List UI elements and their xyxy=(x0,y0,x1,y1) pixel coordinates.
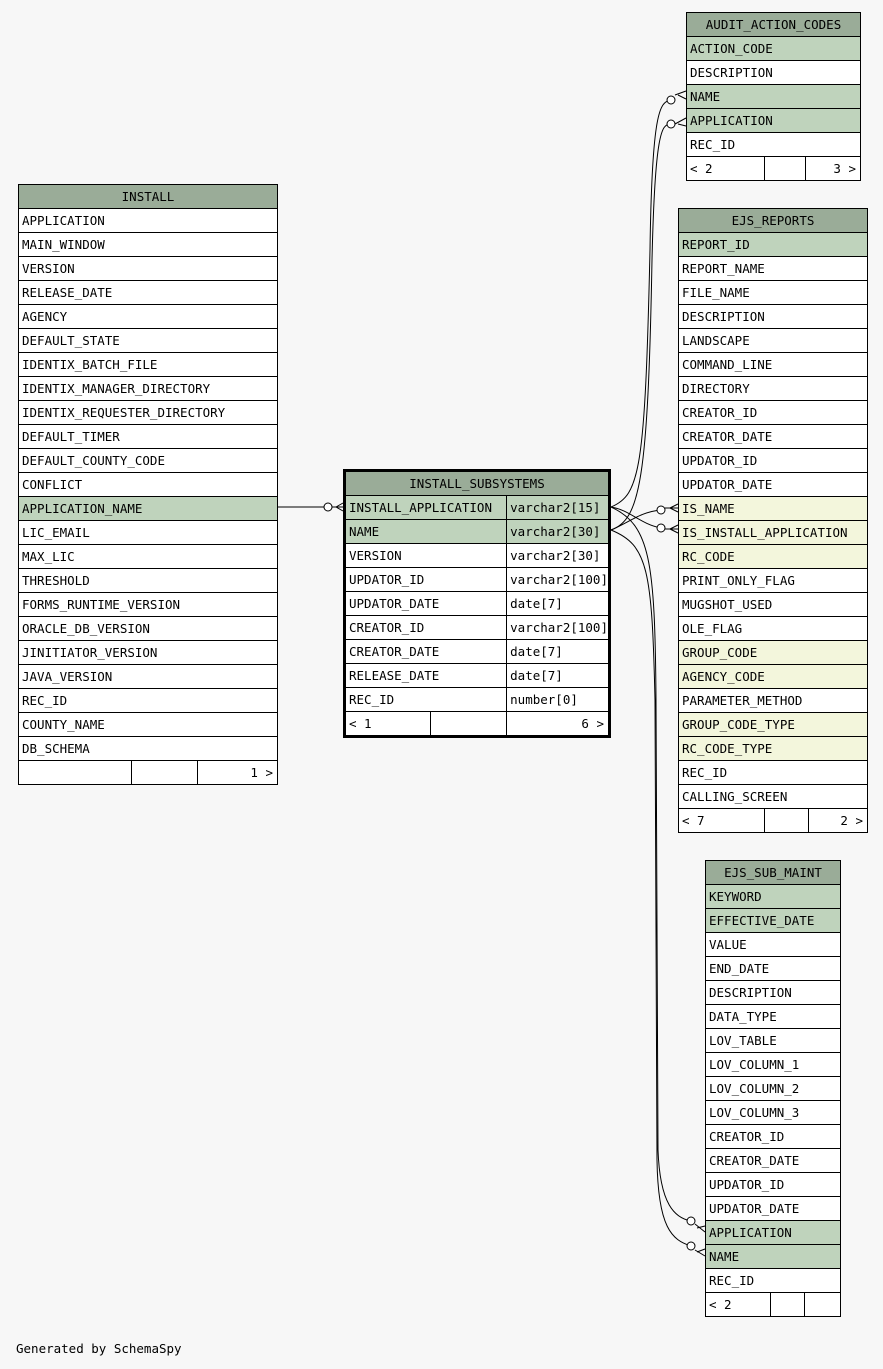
footer-left-parents-link[interactable]: < 1 xyxy=(345,712,431,737)
edge-subsystems-to-audit-application xyxy=(611,124,670,530)
column-name: VERSION xyxy=(19,257,278,281)
column-name: REC_ID xyxy=(706,1269,841,1293)
edge-optional-marker xyxy=(657,506,665,514)
column-name: INSTALL_APPLICATION xyxy=(345,496,507,520)
column-name: APPLICATION xyxy=(19,209,278,233)
column-row[interactable] xyxy=(706,957,841,981)
footer-left-parents-link[interactable]: < 2 xyxy=(706,1293,771,1317)
edge-optional-marker xyxy=(657,524,665,532)
column-name: RC_CODE xyxy=(679,545,868,569)
column-name: REPORT_NAME xyxy=(679,257,868,281)
column-row[interactable] xyxy=(345,520,610,544)
column-name: UPDATOR_ID xyxy=(345,568,507,592)
column-row[interactable] xyxy=(19,713,278,737)
edge-crowfoot xyxy=(332,503,343,511)
column-row[interactable] xyxy=(679,785,868,809)
edge-optional-marker xyxy=(687,1217,695,1225)
column-name: NAME xyxy=(345,520,507,544)
column-name: DIRECTORY xyxy=(679,377,868,401)
column-name: LIC_EMAIL xyxy=(19,521,278,545)
edge-optional-marker xyxy=(667,120,675,128)
column-row[interactable] xyxy=(679,521,868,545)
table-footer xyxy=(687,157,861,181)
column-row[interactable] xyxy=(679,665,868,689)
column-row[interactable] xyxy=(706,1005,841,1029)
column-row[interactable] xyxy=(19,473,278,497)
column-row[interactable] xyxy=(679,569,868,593)
footer-right-children-link[interactable]: 6 > xyxy=(507,712,610,737)
table-footer xyxy=(19,761,278,785)
column-row[interactable] xyxy=(679,617,868,641)
column-row[interactable] xyxy=(679,497,868,521)
footer-middle-cell xyxy=(770,1293,805,1317)
column-row[interactable] xyxy=(687,85,861,109)
column-name: IS_INSTALL_APPLICATION xyxy=(679,521,868,545)
column-row[interactable] xyxy=(679,281,868,305)
column-row[interactable] xyxy=(19,617,278,641)
column-name: VERSION xyxy=(345,544,507,568)
footer-left-parents-link[interactable]: < 7 xyxy=(679,809,765,833)
column-row[interactable] xyxy=(345,688,610,712)
column-type: varchar2[30] xyxy=(507,544,610,568)
footer-middle-cell xyxy=(764,157,806,181)
edge-subsystems-to-audit-name xyxy=(611,100,670,507)
column-name: CALLING_SCREEN xyxy=(679,785,868,809)
column-name: REC_ID xyxy=(19,689,278,713)
column-name: EFFECTIVE_DATE xyxy=(706,909,841,933)
column-name: DESCRIPTION xyxy=(687,61,861,85)
table-title[interactable]: EJS_REPORTS xyxy=(679,209,868,233)
column-name: CREATOR_ID xyxy=(345,616,507,640)
column-name: DESCRIPTION xyxy=(706,981,841,1005)
column-name: DB_SCHEMA xyxy=(19,737,278,761)
column-row[interactable] xyxy=(706,885,841,909)
table-install-subsystems xyxy=(343,469,611,738)
column-row[interactable] xyxy=(19,521,278,545)
column-name: APPLICATION xyxy=(687,109,861,133)
column-name: DATA_TYPE xyxy=(706,1005,841,1029)
column-row[interactable] xyxy=(19,425,278,449)
column-name: RELEASE_DATE xyxy=(19,281,278,305)
column-type: date[7] xyxy=(507,664,610,688)
column-name: RELEASE_DATE xyxy=(345,664,507,688)
column-row[interactable] xyxy=(706,1197,841,1221)
column-name: CREATOR_DATE xyxy=(679,425,868,449)
column-row[interactable] xyxy=(687,61,861,85)
column-row[interactable] xyxy=(706,1269,841,1293)
column-row[interactable] xyxy=(19,665,278,689)
table-install xyxy=(18,184,278,785)
column-row[interactable] xyxy=(19,569,278,593)
column-name: LOV_COLUMN_1 xyxy=(706,1053,841,1077)
column-name: DEFAULT_STATE xyxy=(19,329,278,353)
column-type: date[7] xyxy=(507,640,610,664)
column-name: PARAMETER_METHOD xyxy=(679,689,868,713)
column-name: PRINT_ONLY_FLAG xyxy=(679,569,868,593)
column-row[interactable] xyxy=(19,281,278,305)
table-title[interactable]: EJS_SUB_MAINT xyxy=(706,861,841,885)
column-name: FILE_NAME xyxy=(679,281,868,305)
column-name: REC_ID xyxy=(687,133,861,157)
column-row[interactable] xyxy=(19,329,278,353)
column-name: THRESHOLD xyxy=(19,569,278,593)
column-name: ACTION_CODE xyxy=(687,37,861,61)
table-ejs-reports xyxy=(678,208,868,833)
column-name: CREATOR_DATE xyxy=(345,640,507,664)
column-row[interactable] xyxy=(679,713,868,737)
table-footer xyxy=(679,809,868,833)
footer-middle-cell xyxy=(131,761,198,785)
column-name: IS_NAME xyxy=(679,497,868,521)
column-row[interactable] xyxy=(679,761,868,785)
column-name: CONFLICT xyxy=(19,473,278,497)
column-row[interactable] xyxy=(706,1245,841,1269)
column-name: UPDATOR_ID xyxy=(706,1173,841,1197)
column-row[interactable] xyxy=(679,329,868,353)
column-row[interactable] xyxy=(706,981,841,1005)
column-row[interactable] xyxy=(345,496,610,520)
column-name: IDENTIX_MANAGER_DIRECTORY xyxy=(19,377,278,401)
column-name: END_DATE xyxy=(706,957,841,981)
edge-optional-marker xyxy=(324,503,332,511)
edge-subsystems-to-reports-is-install-app xyxy=(611,507,661,528)
column-name: APPLICATION xyxy=(706,1221,841,1245)
table-title[interactable]: INSTALL_SUBSYSTEMS xyxy=(345,471,610,496)
footer-right-children-link[interactable]: 3 > xyxy=(806,157,861,181)
column-name: KEYWORD xyxy=(706,885,841,909)
column-name: FORMS_RUNTIME_VERSION xyxy=(19,593,278,617)
column-name: NAME xyxy=(706,1245,841,1269)
column-name: AGENCY_CODE xyxy=(679,665,868,689)
column-name: DEFAULT_TIMER xyxy=(19,425,278,449)
column-row[interactable] xyxy=(19,401,278,425)
column-row[interactable] xyxy=(706,1101,841,1125)
column-name: VALUE xyxy=(706,933,841,957)
column-row[interactable] xyxy=(687,133,861,157)
column-name: UPDATOR_ID xyxy=(679,449,868,473)
column-type: varchar2[30] xyxy=(507,520,610,544)
column-name: LOV_COLUMN_2 xyxy=(706,1077,841,1101)
column-name: IDENTIX_REQUESTER_DIRECTORY xyxy=(19,401,278,425)
column-name: JAVA_VERSION xyxy=(19,665,278,689)
column-row[interactable] xyxy=(345,664,610,688)
column-row[interactable] xyxy=(706,1173,841,1197)
column-name: DEFAULT_COUNTY_CODE xyxy=(19,449,278,473)
column-name: RC_CODE_TYPE xyxy=(679,737,868,761)
table-title[interactable]: AUDIT_ACTION_CODES xyxy=(687,13,861,37)
edge-optional-marker xyxy=(667,96,675,104)
column-row[interactable] xyxy=(19,593,278,617)
column-type: number[0] xyxy=(507,688,610,712)
column-row[interactable] xyxy=(19,689,278,713)
column-name: AGENCY xyxy=(19,305,278,329)
column-row[interactable] xyxy=(19,257,278,281)
column-type: varchar2[15] xyxy=(507,496,610,520)
column-row[interactable] xyxy=(679,377,868,401)
column-row[interactable] xyxy=(706,1053,841,1077)
column-row[interactable] xyxy=(679,641,868,665)
column-name: UPDATOR_DATE xyxy=(679,473,868,497)
column-name: GROUP_CODE xyxy=(679,641,868,665)
column-row[interactable] xyxy=(679,545,868,569)
column-row[interactable] xyxy=(345,544,610,568)
table-title[interactable]: INSTALL xyxy=(19,185,278,209)
column-row[interactable] xyxy=(19,497,278,521)
column-name: LANDSCAPE xyxy=(679,329,868,353)
column-row[interactable] xyxy=(687,37,861,61)
column-name: LOV_COLUMN_3 xyxy=(706,1101,841,1125)
column-row[interactable] xyxy=(706,1125,841,1149)
column-row[interactable] xyxy=(706,933,841,957)
footer-right-children-link[interactable]: 1 > xyxy=(198,761,278,785)
edge-crowfoot xyxy=(665,504,678,533)
column-name: CREATOR_ID xyxy=(706,1125,841,1149)
column-name: ORACLE_DB_VERSION xyxy=(19,617,278,641)
column-row[interactable] xyxy=(679,425,868,449)
column-row[interactable] xyxy=(706,1029,841,1053)
column-name: APPLICATION_NAME xyxy=(19,497,278,521)
column-name: IDENTIX_BATCH_FILE xyxy=(19,353,278,377)
column-type: varchar2[100] xyxy=(507,616,610,640)
table-audit-action-codes xyxy=(686,12,861,181)
column-row[interactable] xyxy=(706,1077,841,1101)
column-name: REC_ID xyxy=(679,761,868,785)
column-row[interactable] xyxy=(679,737,868,761)
column-row[interactable] xyxy=(345,568,610,592)
column-row[interactable] xyxy=(679,257,868,281)
column-row[interactable] xyxy=(345,592,610,616)
column-row[interactable] xyxy=(687,109,861,133)
column-name: REPORT_ID xyxy=(679,233,868,257)
column-name: MUGSHOT_USED xyxy=(679,593,868,617)
column-type: varchar2[100] xyxy=(507,568,610,592)
column-name: REC_ID xyxy=(345,688,507,712)
footer-left-parents-link[interactable]: < 2 xyxy=(687,157,765,181)
column-row[interactable] xyxy=(706,1221,841,1245)
column-name: UPDATOR_DATE xyxy=(345,592,507,616)
column-row[interactable] xyxy=(706,1149,841,1173)
column-name: JINITIATOR_VERSION xyxy=(19,641,278,665)
footer-right-children-link[interactable]: 2 > xyxy=(809,809,868,833)
footer-middle-cell xyxy=(764,809,809,833)
column-name: DESCRIPTION xyxy=(679,305,868,329)
column-row[interactable] xyxy=(19,449,278,473)
column-name: GROUP_CODE_TYPE xyxy=(679,713,868,737)
column-name: NAME xyxy=(687,85,861,109)
column-name: CREATOR_ID xyxy=(679,401,868,425)
footer-right-children-link[interactable] xyxy=(805,1293,841,1317)
column-row[interactable] xyxy=(679,593,868,617)
column-row[interactable] xyxy=(19,377,278,401)
column-row[interactable] xyxy=(345,640,610,664)
table-ejs-sub-maint xyxy=(705,860,841,1317)
column-name: MAIN_WINDOW xyxy=(19,233,278,257)
column-row[interactable] xyxy=(679,473,868,497)
column-name: LOV_TABLE xyxy=(706,1029,841,1053)
column-name: MAX_LIC xyxy=(19,545,278,569)
column-row[interactable] xyxy=(679,449,868,473)
footer-left-parents-link[interactable] xyxy=(19,761,132,785)
table-footer xyxy=(706,1293,841,1317)
column-row[interactable] xyxy=(19,209,278,233)
column-row[interactable] xyxy=(679,689,868,713)
edge-optional-marker xyxy=(687,1242,695,1250)
column-name: COMMAND_LINE xyxy=(679,353,868,377)
column-row[interactable] xyxy=(19,353,278,377)
column-row[interactable] xyxy=(345,616,610,640)
column-row[interactable] xyxy=(19,545,278,569)
column-row[interactable] xyxy=(679,353,868,377)
column-row[interactable] xyxy=(679,305,868,329)
column-row[interactable] xyxy=(679,233,868,257)
edge-crowfoot xyxy=(695,1224,705,1256)
column-row[interactable] xyxy=(19,233,278,257)
column-row[interactable] xyxy=(706,909,841,933)
column-row[interactable] xyxy=(19,737,278,761)
column-row[interactable] xyxy=(19,641,278,665)
column-name: UPDATOR_DATE xyxy=(706,1197,841,1221)
column-row[interactable] xyxy=(679,401,868,425)
column-type: date[7] xyxy=(507,592,610,616)
generated-by-note: Generated by SchemaSpy xyxy=(16,1341,182,1356)
column-name: CREATOR_DATE xyxy=(706,1149,841,1173)
column-name: OLE_FLAG xyxy=(679,617,868,641)
edge-crowfoot xyxy=(675,91,686,126)
column-row[interactable] xyxy=(19,305,278,329)
table-footer xyxy=(345,712,610,737)
column-name: COUNTY_NAME xyxy=(19,713,278,737)
footer-middle-cell xyxy=(431,712,507,737)
